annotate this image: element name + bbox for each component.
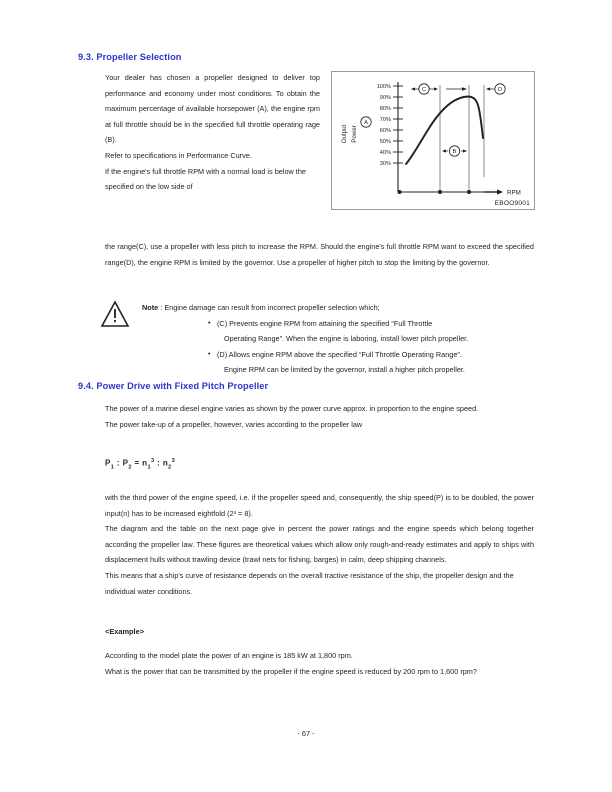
formula-p1: P	[105, 458, 111, 468]
bullet-glyph: •	[208, 318, 211, 328]
formula-colon-2: :	[154, 458, 163, 468]
list-item-line-2: Engine RPM can be limited by the governor, install a higher pitch propeller.	[224, 365, 465, 375]
svg-text:D: D	[497, 87, 503, 94]
note-block	[100, 300, 536, 375]
note-list	[142, 316, 536, 378]
section-heading-9-3: 9.3. Propeller Selection	[78, 52, 182, 62]
svg-text:60%: 60%	[379, 128, 391, 134]
note-lead-line	[142, 300, 536, 316]
svg-text:Output: Output	[341, 124, 348, 144]
paragraph: This means that a ship's curve of resistance depends on the overall tractive resistance of the ship, the propeller design and the individual water conditions.	[105, 570, 514, 596]
paragraph: Your dealer has chosen a propeller designed to deliver top performance and economy under most conditions. To obtain the maximum percentage of available horsepower (A), the engine rpm at full throttle should be in the specified full throttle operating rage (B).	[105, 73, 320, 145]
svg-text:50%: 50%	[379, 139, 391, 145]
list-item-line-1: (C) Prevents engine RPM from attaining the specified “Full Throttle	[217, 318, 433, 328]
section-9-3-left-column	[105, 70, 320, 195]
note-label: Note	[142, 303, 159, 312]
paragraph: If the engine's full throttle RPM with a normal load is below the specified on the low side of	[105, 166, 306, 192]
propeller-law-formula	[105, 458, 175, 470]
section-9-4-intro	[105, 401, 534, 432]
svg-text:90%: 90%	[379, 95, 391, 101]
paragraph: What is the power that can be transmitted by the propeller if the engine speed is reduced by 200 rpm to 1,600 rpm?	[105, 666, 477, 676]
paragraph: According to the model plate the power of an engine is 185 kW at 1,800 rpm.	[105, 651, 353, 660]
paragraph: the range(C), use a propeller with less pitch to increase the RPM. Should the engine's full throttle RPM want to exceed the specified range(D), the engine RPM is limited by the governor. Use a propeller of higher pitch to stop the limiting by the governor.	[105, 242, 534, 267]
performance-curve-figure	[331, 71, 535, 210]
list-item	[208, 347, 536, 378]
paragraph: The power of a marine diesel engine varies as shown by the power curve approx. in proportion to the engine speed.	[105, 404, 479, 413]
paragraph: Refer to specifications in Performance Curve.	[105, 150, 252, 160]
svg-text:80%: 80%	[379, 106, 391, 112]
note-lead-text: Engine damage can result from incorrect propeller selection which;	[164, 303, 380, 312]
list-item-line-1: (D) Allows engine RPM above the specified “Full Throttle Operating Range”.	[217, 349, 462, 359]
formula-n2-sup: 3	[171, 458, 176, 464]
formula-equals: =	[131, 458, 143, 468]
performance-curve-chart	[332, 72, 534, 209]
formula-n1: n	[142, 458, 148, 468]
warning-triangle-icon	[100, 300, 130, 328]
note-separator: :	[158, 303, 165, 312]
list-item-line-2: Operating Range”. When the engine is laboring, install lower pitch propeller.	[224, 334, 469, 344]
section-heading-9-4: 9.4. Power Drive with Fixed Pitch Propeller	[78, 381, 269, 391]
note-body	[142, 300, 536, 378]
svg-text:Power: Power	[351, 125, 358, 143]
formula-n2-sub: 2	[168, 464, 172, 471]
formula-p2-sub: 2	[128, 464, 132, 471]
svg-text:A: A	[364, 120, 368, 127]
svg-text:100%: 100%	[376, 84, 391, 90]
page-number: - 67 -	[297, 729, 315, 738]
bullet-glyph: •	[208, 349, 211, 359]
paragraph: The power take-up of a propeller, however, varies according to the propeller law	[105, 419, 363, 429]
svg-text:C: C	[421, 87, 427, 94]
formula-n2: n	[162, 458, 169, 468]
section-9-3-continuation	[105, 239, 534, 270]
example-title: <Example>	[105, 627, 145, 636]
svg-text:B: B	[452, 149, 457, 156]
svg-text:70%: 70%	[379, 117, 391, 123]
formula-colon-1: :	[114, 458, 123, 468]
formula-n1-sub: 1	[147, 464, 151, 471]
formula-n1-sup: 3	[150, 458, 155, 464]
formula-p1-sub: 1	[110, 464, 115, 471]
list-item	[208, 316, 536, 347]
paragraph: The diagram and the table on the next page give in percent the power ratings and the engine speeds which belong together according the propeller law. These figures are theoretical values which allow only rough-and-ready estimates and apply to ships with displacement hulls without trawling device (trawl nets for fishing, barges) in calm, deep shipping channels.	[105, 524, 534, 565]
formula-p2: P	[122, 458, 129, 468]
paragraph: with the third power of the engine speed, i.e. if the propeller speed and, consequently, the ship speed(P) is to be doubled, the power input(n) has to be increased eightfold (2³ = 8).	[105, 493, 534, 518]
figure-code: EBOO9001	[494, 200, 530, 207]
svg-text:RPM: RPM	[507, 189, 521, 197]
svg-text:30%: 30%	[379, 161, 391, 167]
section-9-4-body	[105, 490, 534, 599]
svg-text:40%: 40%	[379, 150, 391, 156]
example-body	[105, 648, 534, 679]
